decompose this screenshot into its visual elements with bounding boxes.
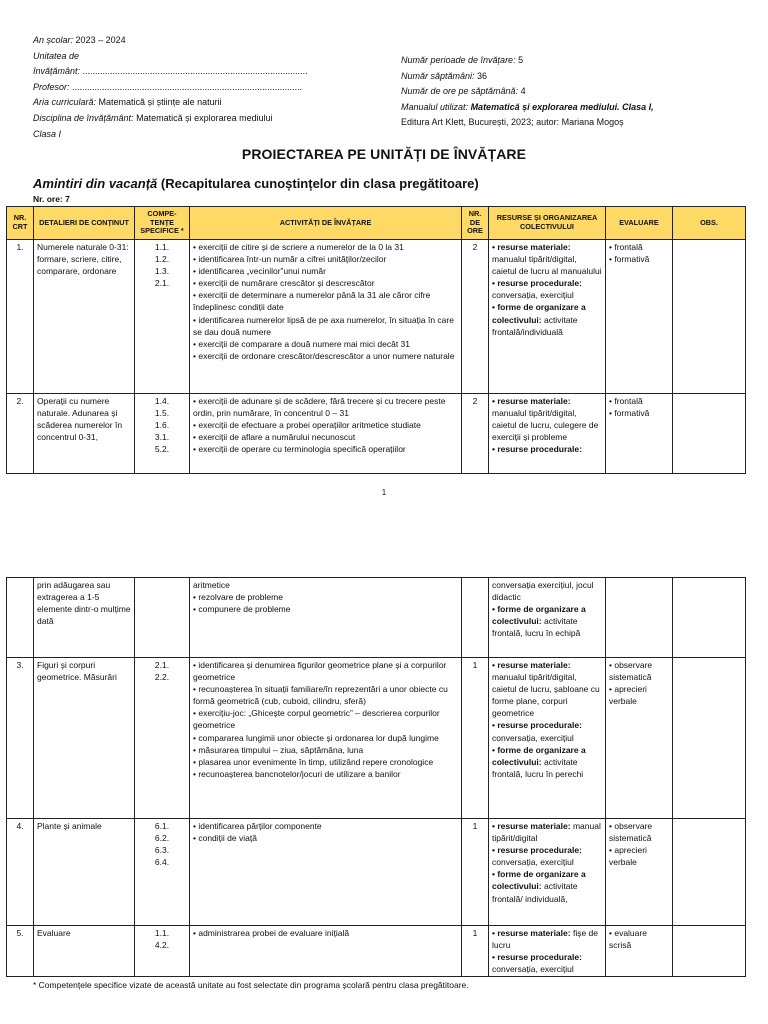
col-header-hours: NR. DE ORE xyxy=(462,207,489,240)
col-header-evaluation: EVALUARE xyxy=(606,207,673,240)
competence-code: 6.4. xyxy=(154,857,170,868)
resource-text: activitate frontală, lucru în perechi xyxy=(492,756,584,779)
resources-cell xyxy=(489,926,606,977)
resource-text: activitate frontală/individuală xyxy=(492,314,578,337)
activities-cell xyxy=(190,819,462,926)
resources-cell xyxy=(489,819,606,926)
evaluation-item: • aprecieri verbale xyxy=(609,683,669,707)
evaluation-item: • aprecieri verbale xyxy=(609,844,669,868)
competences-cell xyxy=(135,578,190,658)
activity-item: • exerciții de numărare crescător și descrescător xyxy=(193,277,458,289)
activity-item: • rezolvare de probleme xyxy=(193,591,458,603)
obs-cell xyxy=(673,658,746,819)
evaluation-item: • frontală xyxy=(609,241,669,253)
resource-label: • resurse materiale: xyxy=(492,928,571,938)
activity-item: • exerciții de determinare a numerelor până la 31 ale căror cifre îndeplinesc condiții date xyxy=(193,289,458,313)
activity-item: • exerciții de aflare a numărului necunoscut xyxy=(193,431,458,443)
obs-cell xyxy=(673,578,746,658)
content-cell: Figuri și corpuri geometrice. Măsurări xyxy=(34,658,135,819)
resource-label: • forme de organizare a colectivului: xyxy=(492,302,586,325)
activity-item: • compararea lungimii unor obiecte și ordonarea lor după lungime xyxy=(193,732,458,744)
activity-item: • identificarea și denumirea figurilor geometrice plane și a corpurilor geometrice xyxy=(193,659,458,683)
resource-text: conversația exercițiul, jocul didactic xyxy=(492,580,594,603)
activity-item: • administrarea probei de evaluare inițială xyxy=(193,927,458,939)
resource-text: fișe de lucru xyxy=(492,928,598,951)
resource-text: activitate frontală/ individuală, xyxy=(492,881,578,904)
table-body-page1 xyxy=(7,240,746,474)
curricular-area-line: Aria curriculară: Matematică și științe ale naturii xyxy=(33,97,222,108)
competence-code: 6.2. xyxy=(154,833,170,844)
row-number: 1. xyxy=(7,240,34,394)
activities-cell xyxy=(190,240,462,394)
resource-label: • resurse materiale: xyxy=(492,396,571,406)
unit-name: Amintiri din vacanță xyxy=(33,176,158,191)
resource-label: • resurse procedurale: xyxy=(492,845,582,856)
footnote: * Competențele specifice vizate de această unitate au fost selectate din programa școlară pentru clasa pregătitoare. xyxy=(33,980,469,990)
activity-item: • exerciții de operare cu terminologia specifică operațiilor xyxy=(193,443,458,455)
competence-code: 3.1. xyxy=(154,432,170,443)
table-body-page2 xyxy=(7,578,746,977)
hours-cell: 2 xyxy=(462,394,489,474)
table-row xyxy=(7,394,746,474)
col-header-resources: RESURSE ȘI ORGANIZAREA COLECTIVULUI xyxy=(489,207,606,240)
resource-label: • resurse procedurale: xyxy=(492,444,582,455)
evaluation-cell xyxy=(606,658,673,819)
activities-cell xyxy=(190,658,462,819)
evaluation-cell xyxy=(606,819,673,926)
activity-item: • exercițiu-joc: „Ghicește corpul geometric” – descrierea corpurilor geometrice xyxy=(193,707,458,731)
competence-code: 2.1. xyxy=(154,660,170,670)
evaluation-cell xyxy=(606,926,673,977)
manual-line: Manualul utilizat: Matematică și explorarea mediului. Clasa I, xyxy=(401,101,654,112)
activity-item: • măsurarea timpului – ziua, săptămâna, luna xyxy=(193,744,458,756)
resource-text: manual tipărit/digital xyxy=(492,821,601,844)
col-header-obs: OBS. xyxy=(673,207,746,240)
periods-line: Număr perioade de învățare: 5 xyxy=(401,55,524,65)
hours-cell: 1 xyxy=(462,658,489,819)
unit-hours: Nr. ore: 7 xyxy=(33,194,70,204)
competences-cell xyxy=(135,819,190,926)
resource-label: • resurse procedurale: xyxy=(492,952,582,963)
weeks-line: Număr săptămâni: 36 xyxy=(401,70,488,81)
activity-item: • identificarea într-un număr a cifrei unităților/zecilor xyxy=(193,253,458,265)
table-row xyxy=(7,819,746,926)
activity-item: • exerciții de citire și de scriere a numerelor de la 0 la 31 xyxy=(193,241,458,253)
activity-item: • identificarea părților componente xyxy=(193,820,458,832)
resource-label: • resurse procedurale: xyxy=(492,720,582,731)
content-cell: Operații cu numere naturale. Adunarea și scăderea numerelor în concentrul 0-31, xyxy=(34,394,135,474)
activity-item: • plasarea unor evenimente în timp, utilizând repere cronologice xyxy=(193,756,458,768)
resource-label: • resurse materiale: xyxy=(492,660,571,670)
evaluation-item: • observare sistematică xyxy=(609,659,669,683)
col-header-activities: ACTIVITĂȚI DE ÎNVĂȚARE xyxy=(190,207,462,240)
competence-code: 1.3. xyxy=(154,266,170,277)
col-header-competences: COMPE-TENȚE SPECIFICE * xyxy=(135,207,190,240)
resource-text: manualul tipărit/digital, caietul de lucru al manualului xyxy=(492,254,602,277)
competence-code: 6.1. xyxy=(154,821,170,831)
discipline-line: Disciplina de învățământ: Matematică și explorarea mediului xyxy=(33,112,273,123)
competence-code: 6.3. xyxy=(154,845,170,856)
hours-cell xyxy=(462,578,489,658)
page-number: 1 xyxy=(381,488,387,497)
content-cell: prin adăugarea sau extragerea a 1-5 elemente dintr-o mulțime dată xyxy=(34,578,135,658)
competences-cell xyxy=(135,240,190,394)
planning-table-page2 xyxy=(6,577,746,977)
competences-cell xyxy=(135,926,190,977)
row-number: 2. xyxy=(7,394,34,474)
obs-cell xyxy=(673,819,746,926)
school-year-line: An școlar: 2023 – 2024 xyxy=(33,35,126,45)
obs-cell xyxy=(673,240,746,394)
activity-item: • exerciții de comparare a două numere mai mici decât 31 xyxy=(193,338,458,350)
resource-label: • resurse procedurale: xyxy=(492,278,582,289)
row-number: 4. xyxy=(7,819,34,926)
resource-text: conversația, exercițiul xyxy=(492,290,574,301)
evaluation-cell xyxy=(606,240,673,394)
row-number: 3. xyxy=(7,658,34,819)
competence-code: 4.2. xyxy=(154,940,170,951)
resource-text: manualul tipărit/digital, caietul de lucru, culegere de exerciții și probleme xyxy=(492,408,599,443)
evaluation-item: • formativă xyxy=(609,407,669,419)
activities-cell xyxy=(190,926,462,977)
competence-code: 5.2. xyxy=(154,444,170,455)
table-header-row xyxy=(7,207,746,240)
activity-item: • compunere de probleme xyxy=(193,603,458,615)
teacher-line: Profesor: ............................................................................................ xyxy=(33,81,303,92)
resource-text: conversația, exercițiul xyxy=(492,732,574,743)
hours-cell: 2 xyxy=(462,240,489,394)
competence-code: 1.1. xyxy=(154,242,170,252)
activity-item: • recunoașterea bancnotelor/jocuri de utilizare a banilor xyxy=(193,768,458,780)
activity-item: • exerciții de adunare și de scădere, fără trecere și cu trecere peste ordin, prin numărare, în concentrul 0 – 31 xyxy=(193,395,458,419)
col-header-nr: NR. CRT xyxy=(7,207,34,240)
content-cell: Numerele naturale 0-31: formare, scriere, citire, comparare, ordonare xyxy=(34,240,135,394)
activity-continuation: aritmetice xyxy=(193,580,230,590)
unit-subtitle: (Recapitularea cunoștințelor din clasa pregătitoare) xyxy=(160,176,479,191)
document-title: PROIECTAREA PE UNITĂȚI DE ÎNVĂȚARE xyxy=(241,146,527,162)
resources-cell xyxy=(489,578,606,658)
content-cell: Evaluare xyxy=(34,926,135,977)
table-row xyxy=(7,240,746,394)
hours-cell: 1 xyxy=(462,926,489,977)
row-number xyxy=(7,578,34,658)
evaluation-item: • frontală xyxy=(609,395,669,407)
hours-line: Număr de ore pe săptămână: 4 xyxy=(401,86,526,97)
content-cell: Plante și animale xyxy=(34,819,135,926)
resources-cell xyxy=(489,658,606,819)
competence-code: 1.2. xyxy=(154,254,170,265)
activity-item: • recunoașterea în situații familiare/în reprezentări a unor obiecte cu formă geometrică (cub, cuboid, cilindru, sferă) xyxy=(193,683,458,707)
evaluation-cell xyxy=(606,578,673,658)
competence-code: 1.1. xyxy=(154,928,170,938)
resource-label: • resurse materiale: xyxy=(492,821,571,831)
activity-item: • exerciții de ordonare crescător/descrescător a unor numere naturale xyxy=(193,350,458,362)
resource-label: • resurse materiale: xyxy=(492,242,571,252)
col-header-content: DETALIERI DE CONȚINUT xyxy=(34,207,135,240)
table-row xyxy=(7,578,746,658)
table-row xyxy=(7,926,746,977)
resource-text: manualul tipărit/digital, caietul de lucru, șabloane cu forme plane, corpuri geometrice xyxy=(492,672,600,719)
resource-label: • forme de organizare a colectivului: xyxy=(492,744,586,767)
resources-cell xyxy=(489,240,606,394)
evaluation-cell xyxy=(606,394,673,474)
evaluation-item: • evaluare scrisă xyxy=(609,927,669,951)
school-unit-line2: învățământ: .......................................................................................... xyxy=(33,66,308,77)
planning-table-page1 xyxy=(6,206,746,474)
row-number: 5. xyxy=(7,926,34,977)
competence-code: 1.6. xyxy=(154,420,170,431)
activity-item: • exerciții de efectuare a probei operațiilor aritmetice studiate xyxy=(193,419,458,431)
hours-cell: 1 xyxy=(462,819,489,926)
evaluation-item: • formativă xyxy=(609,253,669,265)
resource-label: • forme de organizare a colectivului: xyxy=(492,604,586,627)
competences-cell xyxy=(135,394,190,474)
competence-code: 2.1. xyxy=(154,278,170,289)
activities-cell xyxy=(190,394,462,474)
school-unit-line1: Unitatea de xyxy=(33,50,80,61)
resource-text: conversația, exercițiul xyxy=(492,964,574,975)
header-left xyxy=(33,33,363,142)
activity-item: • identificarea numerelor lipsă de pe axa numerelor, în situația în care se dau două numere xyxy=(193,314,458,338)
resources-cell xyxy=(489,394,606,474)
competence-code: 2.2. xyxy=(154,672,170,683)
activities-cell xyxy=(190,578,462,658)
resource-text: activitate frontală, lucru în echipă xyxy=(492,616,581,639)
resource-text: conversația, exercițiul xyxy=(492,857,574,868)
header-right xyxy=(401,53,741,131)
unit-title xyxy=(33,176,479,191)
competence-code: 1.5. xyxy=(154,408,170,419)
evaluation-item: • observare sistematică xyxy=(609,820,669,844)
obs-cell xyxy=(673,394,746,474)
competences-cell xyxy=(135,658,190,819)
competence-code: 1.4. xyxy=(154,396,170,406)
resource-label: • forme de organizare a colectivului: xyxy=(492,869,586,892)
class-line: Clasa I xyxy=(33,128,62,139)
obs-cell xyxy=(673,926,746,977)
activity-item: • identificarea „vecinilor”unui număr xyxy=(193,265,458,277)
activity-item: • condiții de viață xyxy=(193,832,458,844)
publisher-line: Editura Art Klett, București, 2023; autor: Mariana Mogoș xyxy=(401,117,624,128)
table-row xyxy=(7,658,746,819)
